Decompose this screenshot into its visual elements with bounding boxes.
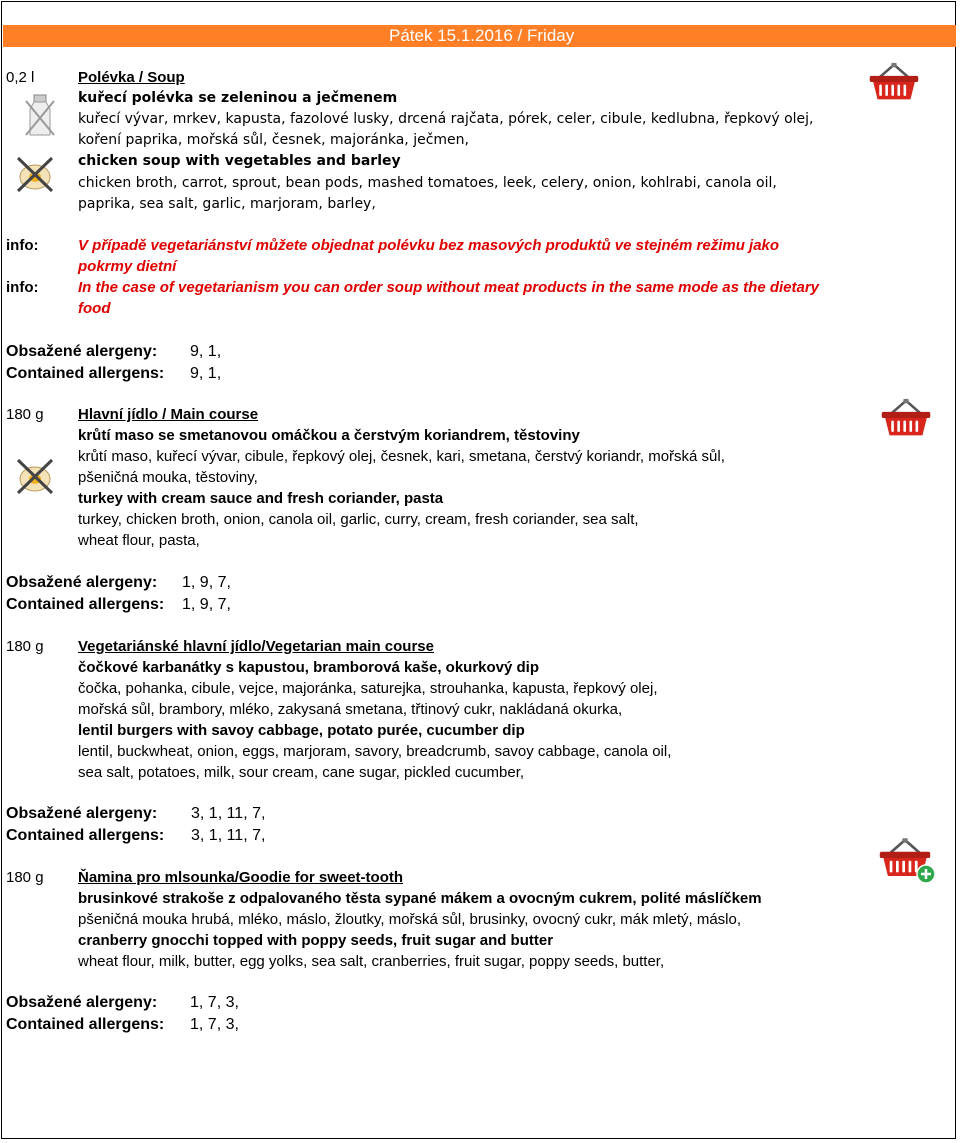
dessert-cz-ingredients-1: pšeničná mouka hrubá, mléko, máslo, žloutky, mořská sůl, brusinky, ovocný cukr, mák mletý, máslo, — [78, 911, 742, 928]
no-egg-icon — [12, 153, 58, 195]
soup-title: Polévka / Soup — [78, 69, 185, 86]
allergen-label: Obsažené alergeny: — [6, 343, 158, 360]
main-cz-ingredients-2: pšeničná mouka, těstoviny, — [78, 469, 258, 486]
no-egg-icon — [12, 455, 58, 497]
veg-cz-ingredients-1: čočka, pohanka, cibule, vejce, majoránka, saturejka, strouhanka, kapusta, řepkový olej, — [78, 680, 658, 697]
shopping-basket-icon[interactable] — [880, 398, 932, 438]
veg-en-ingredients-1: lentil, buckwheat, onion, eggs, marjoram, savory, breadcrumb, savoy cabbage, canola oil, — [78, 743, 672, 760]
main-cz-name: krůtí maso se smetanovou omáčkou a čerstvým koriandrem, těstoviny — [78, 427, 580, 444]
allergen-values: 1, 9, 7, — [182, 574, 231, 591]
info-label-cz: info: — [6, 237, 39, 254]
dessert-allergens-en — [6, 1014, 239, 1036]
veg-title: Vegetariánské hlavní jídlo/Vegetarian main course — [78, 638, 434, 655]
veg-en-name: lentil burgers with savoy cabbage, potato purée, cucumber dip — [78, 722, 525, 739]
soup-en-ingredients-1: chicken broth, carrot, sprout, bean pods, mashed tomatoes, leek, celery, onion, kohlrabi, canola oil, — [78, 175, 777, 191]
main-cz-ingredients-1: krůtí maso, kuřecí vývar, cibule, řepkový olej, česnek, kari, smetana, čerstvý koriandr, mořská sůl, — [78, 448, 725, 465]
allergen-label: Obsažené alergeny: — [6, 805, 158, 822]
allergen-label: Obsažené alergeny: — [6, 994, 158, 1011]
dessert-title: Ňamina pro mlsounka/Goodie for sweet-tooth — [78, 869, 404, 886]
veg-allergens-cz — [6, 803, 265, 825]
dessert-en-name: cranberry gnocchi topped with poppy seeds, fruit sugar and butter — [78, 932, 554, 949]
main-portion: 180 g — [6, 406, 44, 423]
veg-en-ingredients-2: sea salt, potatoes, milk, sour cream, cane sugar, pickled cucumber, — [78, 764, 525, 781]
soup-en-name: chicken soup with vegetables and barley — [78, 153, 401, 169]
veg-portion: 180 g — [6, 638, 44, 655]
allergen-values: 9, 1, — [190, 365, 222, 382]
soup-en-ingredients-2: paprika, sea salt, garlic, marjoram, barley, — [78, 196, 376, 212]
shopping-basket-icon[interactable] — [868, 62, 920, 102]
allergen-values: 1, 7, 3, — [190, 1016, 239, 1033]
soup-allergens-cz — [6, 341, 221, 363]
main-en-ingredients-1: turkey, chicken broth, onion, canola oil, garlic, curry, cream, fresh coriander, sea salt, — [78, 511, 639, 528]
allergen-values: 3, 1, 11, 7, — [191, 827, 266, 844]
allergen-label: Contained allergens: — [6, 365, 165, 382]
info-text-en-2: food — [78, 300, 111, 317]
dessert-cz-name: brusinkové strakoše z odpalovaného těsta sypané mákem a ovocným cukrem, polité máslíčkem — [78, 890, 762, 907]
allergen-label: Obsažené alergeny: — [6, 574, 158, 591]
allergen-values: 1, 7, 3, — [190, 994, 239, 1011]
info-text-cz-1: V případě vegetariánství můžete objednat polévku bez masových produktů ve stejném režimu jako — [78, 237, 780, 254]
main-allergens-en — [6, 594, 231, 616]
no-milk-icon — [20, 93, 60, 139]
soup-allergens-en — [6, 363, 221, 385]
soup-portion: 0,2 l — [6, 69, 35, 86]
soup-cz-ingredients-1: kuřecí vývar, mrkev, kapusta, fazolové lusky, drcená rajčata, pórek, celer, cibule, kedlubna, řepkový olej, — [78, 111, 814, 127]
dessert-portion: 180 g — [6, 869, 44, 886]
info-text-en-1: In the case of vegetarianism you can order soup without meat products in the same mode as the dietary — [78, 279, 820, 296]
soup-cz-name: kuřecí polévka se zeleninou a ječmenem — [78, 90, 398, 106]
info-text-cz-2: pokrmy dietní — [78, 258, 177, 275]
allergen-values: 3, 1, 11, 7, — [191, 805, 266, 822]
allergen-label: Contained allergens: — [6, 596, 165, 613]
shopping-basket-add-icon[interactable] — [878, 838, 938, 888]
main-en-ingredients-2: wheat flour, pasta, — [78, 532, 200, 549]
main-title: Hlavní jídlo / Main course — [78, 406, 259, 423]
veg-allergens-en — [6, 825, 265, 847]
date-text: Pátek 15.1.2016 / Friday — [389, 26, 575, 45]
allergen-label: Contained allergens: — [6, 827, 165, 844]
soup-cz-ingredients-2: koření paprika, mořská sůl, česnek, majoránka, ječmen, — [78, 132, 469, 148]
info-label-en: info: — [6, 279, 39, 296]
date-header — [3, 25, 956, 47]
allergen-label: Contained allergens: — [6, 1016, 165, 1033]
dessert-allergens-cz — [6, 992, 239, 1014]
veg-cz-ingredients-2: mořská sůl, brambory, mléko, zakysaná smetana, třtinový cukr, nakládaná okurka, — [78, 701, 623, 718]
dessert-en-ingredients-1: wheat flour, milk, butter, egg yolks, sea salt, cranberries, fruit sugar, poppy seeds, butter, — [78, 953, 665, 970]
veg-cz-name: čočkové karbanátky s kapustou, bramborová kaše, okurkový dip — [78, 659, 540, 676]
allergen-values: 9, 1, — [190, 343, 222, 360]
main-allergens-cz — [6, 572, 231, 594]
allergen-values: 1, 9, 7, — [182, 596, 231, 613]
main-en-name: turkey with cream sauce and fresh coriander, pasta — [78, 490, 444, 507]
